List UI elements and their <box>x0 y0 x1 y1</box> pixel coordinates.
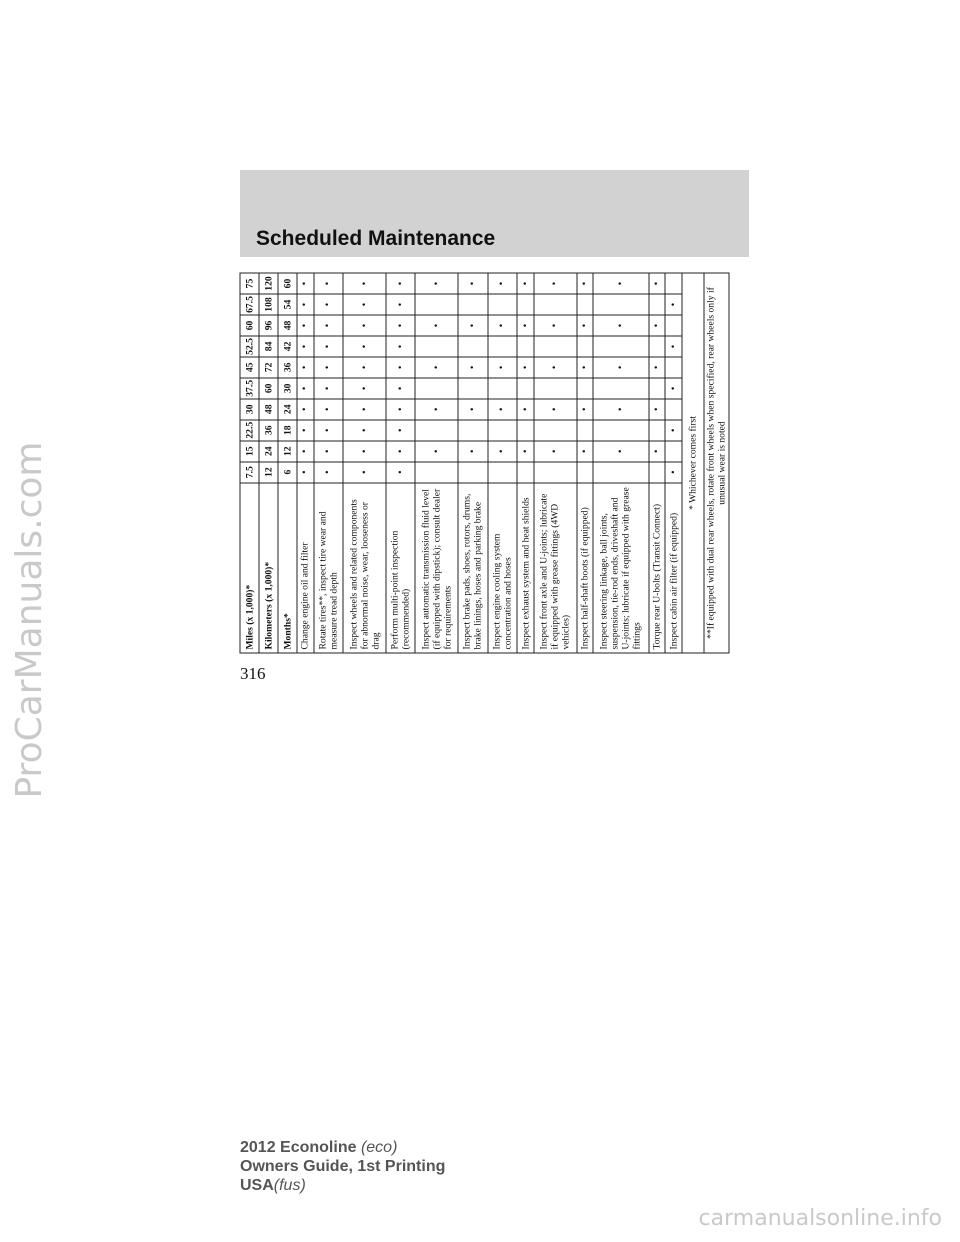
service-mark <box>488 378 518 399</box>
service-mark <box>415 378 458 399</box>
service-mark <box>665 399 682 420</box>
service-mark: • <box>415 315 458 336</box>
service-mark: • <box>314 294 344 315</box>
service-mark <box>458 378 488 399</box>
service-mark: • <box>386 273 416 294</box>
service-mark <box>517 378 534 399</box>
interval-header-row <box>259 273 278 653</box>
service-mark: • <box>593 357 649 378</box>
service-mark <box>577 378 594 399</box>
service-mark <box>665 357 682 378</box>
service-mark <box>593 294 649 315</box>
maintenance-task: Inspect cabin air filter (if equipped) <box>665 483 682 653</box>
service-mark: • <box>577 357 594 378</box>
interval-value: 60 <box>259 378 278 399</box>
interval-value: 30 <box>240 399 259 420</box>
maintenance-row <box>577 273 594 653</box>
service-mark: • <box>665 294 682 315</box>
service-mark: • <box>343 462 386 483</box>
maintenance-task: Inspect automatic transmission fluid level (if equipped with dipstick); consult dealer for requirements <box>415 483 458 653</box>
service-mark <box>577 336 594 357</box>
service-mark: • <box>458 441 488 462</box>
service-mark: • <box>386 357 416 378</box>
watermark-procarmanuals: ProCarManuals.com <box>9 441 50 799</box>
service-mark: • <box>665 378 682 399</box>
service-mark <box>517 420 534 441</box>
interval-value: 18 <box>278 420 297 441</box>
service-mark <box>649 336 666 357</box>
service-mark: • <box>386 294 416 315</box>
interval-value: 108 <box>259 294 278 315</box>
service-mark <box>577 294 594 315</box>
service-mark: • <box>343 273 386 294</box>
service-mark: • <box>297 420 314 441</box>
maintenance-row <box>534 273 577 653</box>
service-mark: • <box>534 441 577 462</box>
service-mark: • <box>297 357 314 378</box>
service-mark <box>458 420 488 441</box>
watermark-carmanualsonline: carmanualsonline.info <box>698 1206 942 1231</box>
interval-value: 12 <box>278 441 297 462</box>
service-mark: • <box>415 357 458 378</box>
service-mark: • <box>534 399 577 420</box>
maintenance-schedule-table <box>240 273 730 654</box>
interval-value: 15 <box>240 441 259 462</box>
service-mark: • <box>314 399 344 420</box>
service-mark: • <box>593 441 649 462</box>
page-number: 316 <box>240 664 266 683</box>
service-mark: • <box>343 420 386 441</box>
service-mark <box>488 420 518 441</box>
maintenance-task: Inspect engine cooling system concentration and hoses <box>488 483 518 653</box>
service-mark: • <box>577 441 594 462</box>
service-mark <box>534 378 577 399</box>
interval-value: 60 <box>278 273 297 294</box>
interval-value: 72 <box>259 357 278 378</box>
service-mark: • <box>343 441 386 462</box>
service-mark: • <box>458 399 488 420</box>
service-mark: • <box>415 441 458 462</box>
service-mark: • <box>343 315 386 336</box>
service-mark: • <box>386 462 416 483</box>
interval-value: 24 <box>278 399 297 420</box>
service-mark <box>593 420 649 441</box>
service-mark: • <box>415 273 458 294</box>
service-mark <box>534 336 577 357</box>
service-mark <box>649 294 666 315</box>
service-mark: • <box>297 315 314 336</box>
service-mark: • <box>665 420 682 441</box>
service-mark: • <box>458 273 488 294</box>
maintenance-task: Rotate tires**, inspect tire wear and measure tread depth <box>314 483 344 653</box>
interval-value: 48 <box>278 315 297 336</box>
maintenance-task: Change engine oil and filter <box>297 483 314 653</box>
service-mark: • <box>314 462 344 483</box>
service-mark: • <box>649 441 666 462</box>
maintenance-task: Inspect wheels and related components for abnormal noise, wear, looseness or drag <box>343 483 386 653</box>
footer-line-3: USA(fus) <box>240 1177 306 1194</box>
service-mark: • <box>649 315 666 336</box>
service-mark <box>649 462 666 483</box>
service-mark: • <box>488 315 518 336</box>
service-mark <box>415 336 458 357</box>
service-mark: • <box>577 315 594 336</box>
service-mark <box>488 336 518 357</box>
service-mark: • <box>534 315 577 336</box>
service-mark: • <box>415 399 458 420</box>
service-mark <box>488 462 518 483</box>
footer-line-2: Owners Guide, 1st Printing <box>240 1158 446 1175</box>
service-mark <box>517 336 534 357</box>
service-mark: • <box>314 378 344 399</box>
interval-label: Months* <box>278 483 297 653</box>
service-mark: • <box>593 315 649 336</box>
maintenance-row <box>458 273 488 653</box>
service-mark: • <box>314 315 344 336</box>
interval-value: 22.5 <box>240 420 259 441</box>
service-mark: • <box>665 462 682 483</box>
footnote: * Whichever comes first <box>682 273 704 653</box>
service-mark <box>577 420 594 441</box>
service-mark: • <box>649 399 666 420</box>
service-mark: • <box>665 336 682 357</box>
service-mark <box>593 462 649 483</box>
service-mark: • <box>488 399 518 420</box>
interval-value: 6 <box>278 462 297 483</box>
service-mark <box>649 378 666 399</box>
service-mark <box>577 462 594 483</box>
footnote: **If equipped with dual rear wheels, rotate front wheels when specified, rear wheels only if unusual wear is noted <box>704 273 729 653</box>
service-mark: • <box>517 357 534 378</box>
service-mark <box>458 462 488 483</box>
service-mark: • <box>649 357 666 378</box>
service-mark: • <box>386 399 416 420</box>
service-mark: • <box>458 315 488 336</box>
maintenance-task: Inspect brake pads, shoes, rotors, drums, brake linings, hoses and parking brake <box>458 483 488 653</box>
maintenance-row <box>415 273 458 653</box>
interval-value: 67.5 <box>240 294 259 315</box>
service-mark: • <box>458 357 488 378</box>
document-footer <box>240 1138 445 1195</box>
section-title: Scheduled Maintenance <box>256 227 496 250</box>
service-mark: • <box>314 336 344 357</box>
service-mark: • <box>297 378 314 399</box>
maintenance-task: Torque rear U-bolts (Transit Connect) <box>649 483 666 653</box>
service-mark: • <box>297 462 314 483</box>
service-mark: • <box>386 420 416 441</box>
service-mark: • <box>297 273 314 294</box>
service-mark: • <box>297 399 314 420</box>
maintenance-task: Inspect front axle and U-joints; lubricate if equipped with grease fittings (4WD vehicles) <box>534 483 577 653</box>
maintenance-row <box>665 273 682 653</box>
interval-value: 37.5 <box>240 378 259 399</box>
interval-value: 75 <box>240 273 259 294</box>
service-mark: • <box>343 294 386 315</box>
service-mark <box>534 462 577 483</box>
service-mark: • <box>343 336 386 357</box>
maintenance-row <box>343 273 386 653</box>
maintenance-task: Inspect exhaust system and heat shields <box>517 483 534 653</box>
service-mark: • <box>649 273 666 294</box>
service-mark <box>517 294 534 315</box>
service-mark <box>665 441 682 462</box>
service-mark <box>534 294 577 315</box>
maintenance-row <box>488 273 518 653</box>
service-mark <box>534 420 577 441</box>
service-mark: • <box>386 315 416 336</box>
service-mark: • <box>314 357 344 378</box>
service-mark: • <box>297 441 314 462</box>
interval-value: 48 <box>259 399 278 420</box>
service-mark: • <box>593 399 649 420</box>
service-mark: • <box>314 273 344 294</box>
interval-value: 60 <box>240 315 259 336</box>
service-mark <box>458 294 488 315</box>
service-mark: • <box>534 273 577 294</box>
interval-value: 52.5 <box>240 336 259 357</box>
service-mark <box>665 315 682 336</box>
maintenance-row <box>297 273 314 653</box>
service-mark: • <box>517 399 534 420</box>
service-mark: • <box>386 336 416 357</box>
service-mark: • <box>343 357 386 378</box>
service-mark <box>458 336 488 357</box>
service-mark: • <box>534 357 577 378</box>
interval-value: 42 <box>278 336 297 357</box>
service-mark: • <box>488 273 518 294</box>
interval-value: 7.5 <box>240 462 259 483</box>
footnote-row <box>682 273 704 653</box>
service-mark: • <box>577 273 594 294</box>
maintenance-row <box>593 273 649 653</box>
section-header <box>240 170 749 257</box>
service-mark <box>415 294 458 315</box>
maintenance-task: Inspect steering linkage, ball joints, suspension, tie-rod ends, driveshaft and U-joints; lubricate if equipped with grease fittings <box>593 483 649 653</box>
maintenance-task: Inspect half-shaft boots (if equipped) <box>577 483 594 653</box>
service-mark: • <box>297 336 314 357</box>
service-mark: • <box>343 378 386 399</box>
interval-value: 30 <box>278 378 297 399</box>
maintenance-task: Perform multi-point inspection (recommended) <box>386 483 416 653</box>
service-mark: • <box>593 273 649 294</box>
service-mark: • <box>488 441 518 462</box>
interval-label: Miles (x 1,000)* <box>240 483 259 653</box>
interval-header-row <box>278 273 297 653</box>
interval-value: 36 <box>278 357 297 378</box>
maintenance-row <box>386 273 416 653</box>
service-mark: • <box>386 378 416 399</box>
interval-value: 54 <box>278 294 297 315</box>
maintenance-row <box>314 273 344 653</box>
service-mark: • <box>297 294 314 315</box>
interval-value: 12 <box>259 462 278 483</box>
service-mark <box>649 420 666 441</box>
service-mark <box>665 273 682 294</box>
interval-value: 96 <box>259 315 278 336</box>
service-mark: • <box>517 273 534 294</box>
interval-value: 120 <box>259 273 278 294</box>
service-mark <box>488 294 518 315</box>
service-mark: • <box>577 399 594 420</box>
interval-value: 45 <box>240 357 259 378</box>
interval-value: 84 <box>259 336 278 357</box>
service-mark: • <box>314 441 344 462</box>
maintenance-row <box>649 273 666 653</box>
interval-header-row <box>240 273 259 653</box>
service-mark <box>415 462 458 483</box>
service-mark: • <box>343 399 386 420</box>
service-mark: • <box>386 441 416 462</box>
service-mark: • <box>488 357 518 378</box>
service-mark: • <box>517 315 534 336</box>
service-mark <box>517 462 534 483</box>
interval-value: 24 <box>259 441 278 462</box>
service-mark: • <box>314 420 344 441</box>
interval-label: Kilometers (x 1,000)* <box>259 483 278 653</box>
maintenance-row <box>517 273 534 653</box>
footnote-row <box>704 273 729 653</box>
service-mark <box>593 378 649 399</box>
service-mark <box>415 420 458 441</box>
service-mark: • <box>517 441 534 462</box>
interval-value: 36 <box>259 420 278 441</box>
footer-line-1: 2012 Econoline (eco) <box>240 1139 398 1156</box>
service-mark <box>593 336 649 357</box>
